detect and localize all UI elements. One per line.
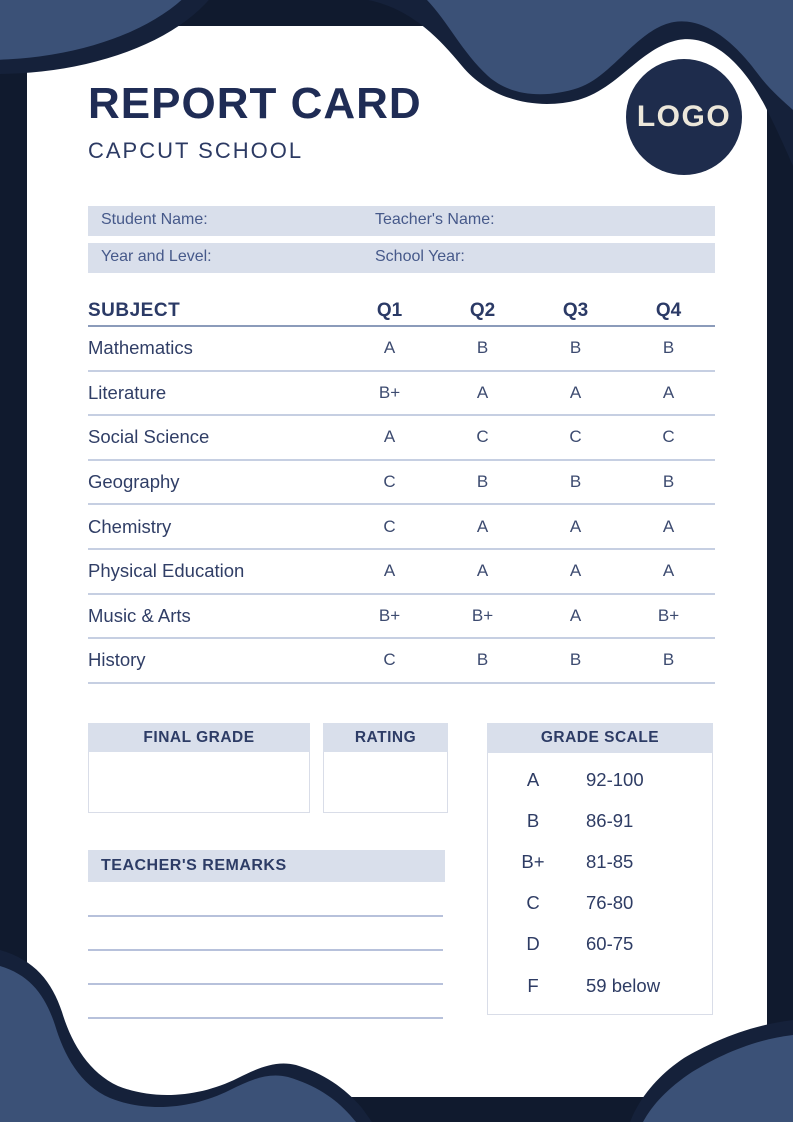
scale-grade: C bbox=[526, 892, 540, 914]
scale-row bbox=[488, 965, 712, 1006]
info-row-1 bbox=[88, 206, 715, 236]
col-header-q3: Q3 bbox=[562, 299, 589, 321]
grade-cell: A bbox=[476, 516, 489, 536]
grade-cell: C bbox=[476, 427, 489, 447]
logo-text: LOGO bbox=[636, 100, 732, 133]
table-row bbox=[88, 639, 715, 684]
rating-field[interactable] bbox=[323, 752, 448, 813]
grade-cell: B bbox=[476, 650, 489, 670]
page-title: REPORT CARD bbox=[88, 79, 422, 128]
col-header-subject: SUBJECT bbox=[88, 299, 181, 321]
info-row-2 bbox=[88, 243, 715, 273]
scale-row bbox=[488, 759, 712, 800]
grade-cell: B bbox=[662, 338, 675, 358]
grade-cell: A bbox=[662, 382, 675, 402]
scale-range: 59 below bbox=[586, 974, 661, 996]
subject-name: Physical Education bbox=[88, 560, 245, 582]
grade-cell: A bbox=[476, 382, 489, 402]
teacher-name-label: Teacher's Name: bbox=[375, 211, 495, 228]
school-year-field[interactable] bbox=[465, 248, 715, 268]
grade-cell: A bbox=[383, 427, 396, 447]
col-header-q2: Q2 bbox=[469, 299, 496, 321]
scale-row bbox=[488, 841, 712, 882]
remarks-line[interactable] bbox=[88, 1017, 443, 1019]
scale-row bbox=[488, 800, 712, 841]
rating-label: RATING bbox=[354, 728, 417, 746]
grade-cell: B bbox=[569, 472, 582, 492]
remarks-line[interactable] bbox=[88, 983, 443, 985]
grade-cell: B+ bbox=[378, 605, 401, 625]
subject-name: Mathematics bbox=[88, 337, 193, 359]
remarks-line[interactable] bbox=[88, 949, 443, 951]
grade-cell: B bbox=[662, 650, 675, 670]
grade-cell: B bbox=[662, 472, 675, 492]
scale-grade: D bbox=[526, 933, 540, 955]
school-year-label: School Year: bbox=[375, 248, 465, 265]
final-grade-box bbox=[88, 723, 310, 813]
table-row bbox=[88, 372, 715, 417]
subject-name: History bbox=[88, 649, 146, 671]
grade-scale-body bbox=[487, 753, 713, 1015]
table-row bbox=[88, 416, 715, 461]
grade-cell: C bbox=[383, 516, 396, 536]
final-grade-header bbox=[88, 723, 310, 752]
scale-grade: B bbox=[526, 809, 540, 831]
subject-name: Chemistry bbox=[88, 515, 172, 537]
student-name-label: Student Name: bbox=[101, 211, 208, 228]
grade-cell: A bbox=[569, 605, 582, 625]
scale-range: 60-75 bbox=[586, 933, 634, 955]
table-row bbox=[88, 550, 715, 595]
grade-cell: B+ bbox=[657, 605, 680, 625]
grade-cell: B+ bbox=[378, 382, 401, 402]
grade-cell: C bbox=[383, 650, 396, 670]
remarks-header bbox=[88, 850, 445, 882]
table-row bbox=[88, 505, 715, 550]
remarks-label: TEACHER'S REMARKS bbox=[101, 857, 287, 874]
final-grade-field[interactable] bbox=[88, 752, 310, 813]
col-header-q4: Q4 bbox=[655, 299, 682, 321]
student-name-field[interactable] bbox=[208, 211, 375, 231]
grade-cell: B bbox=[569, 650, 582, 670]
scale-range: 76-80 bbox=[586, 892, 634, 914]
grade-cell: A bbox=[662, 561, 675, 581]
grade-cell: A bbox=[383, 561, 396, 581]
table-row bbox=[88, 327, 715, 372]
subject-name: Geography bbox=[88, 471, 180, 493]
table-row bbox=[88, 595, 715, 640]
grade-cell: B bbox=[569, 338, 582, 358]
grade-cell: B+ bbox=[471, 605, 494, 625]
final-grade-label: FINAL GRADE bbox=[143, 728, 255, 746]
school-name: CAPCUT SCHOOL bbox=[88, 138, 304, 163]
scale-row bbox=[488, 883, 712, 924]
scale-range: 92-100 bbox=[586, 768, 644, 790]
year-level-field[interactable] bbox=[212, 248, 375, 268]
scale-grade: A bbox=[526, 768, 540, 790]
grade-scale-box bbox=[487, 723, 713, 1015]
rating-header bbox=[323, 723, 448, 752]
scale-grade: B+ bbox=[521, 850, 545, 872]
grade-cell: A bbox=[569, 516, 582, 536]
subject-name: Music & Arts bbox=[88, 604, 191, 626]
scale-grade: F bbox=[527, 974, 539, 996]
subject-name: Literature bbox=[88, 381, 167, 403]
grades-table bbox=[88, 296, 715, 684]
grade-cell: A bbox=[569, 382, 582, 402]
school-logo bbox=[626, 59, 742, 175]
scale-range: 86-91 bbox=[586, 809, 634, 831]
grades-table-header bbox=[88, 296, 715, 327]
scale-range: 81-85 bbox=[586, 850, 634, 872]
grade-cell: A bbox=[569, 561, 582, 581]
grade-cell: B bbox=[476, 472, 489, 492]
year-level-label: Year and Level: bbox=[101, 248, 212, 265]
grade-cell: A bbox=[662, 516, 675, 536]
remarks-line[interactable] bbox=[88, 915, 443, 917]
teacher-name-field[interactable] bbox=[495, 211, 715, 231]
grade-cell: C bbox=[383, 472, 396, 492]
table-row bbox=[88, 461, 715, 506]
grade-cell: B bbox=[476, 338, 489, 358]
grade-cell: C bbox=[569, 427, 582, 447]
scale-row bbox=[488, 924, 712, 965]
grade-scale-title: GRADE SCALE bbox=[540, 729, 660, 746]
grade-cell: A bbox=[476, 561, 489, 581]
rating-box bbox=[323, 723, 448, 813]
subject-name: Social Science bbox=[88, 426, 210, 448]
grade-cell: C bbox=[662, 427, 675, 447]
grade-scale-header bbox=[487, 723, 713, 753]
col-header-q1: Q1 bbox=[376, 299, 403, 321]
grade-cell: A bbox=[383, 338, 396, 358]
